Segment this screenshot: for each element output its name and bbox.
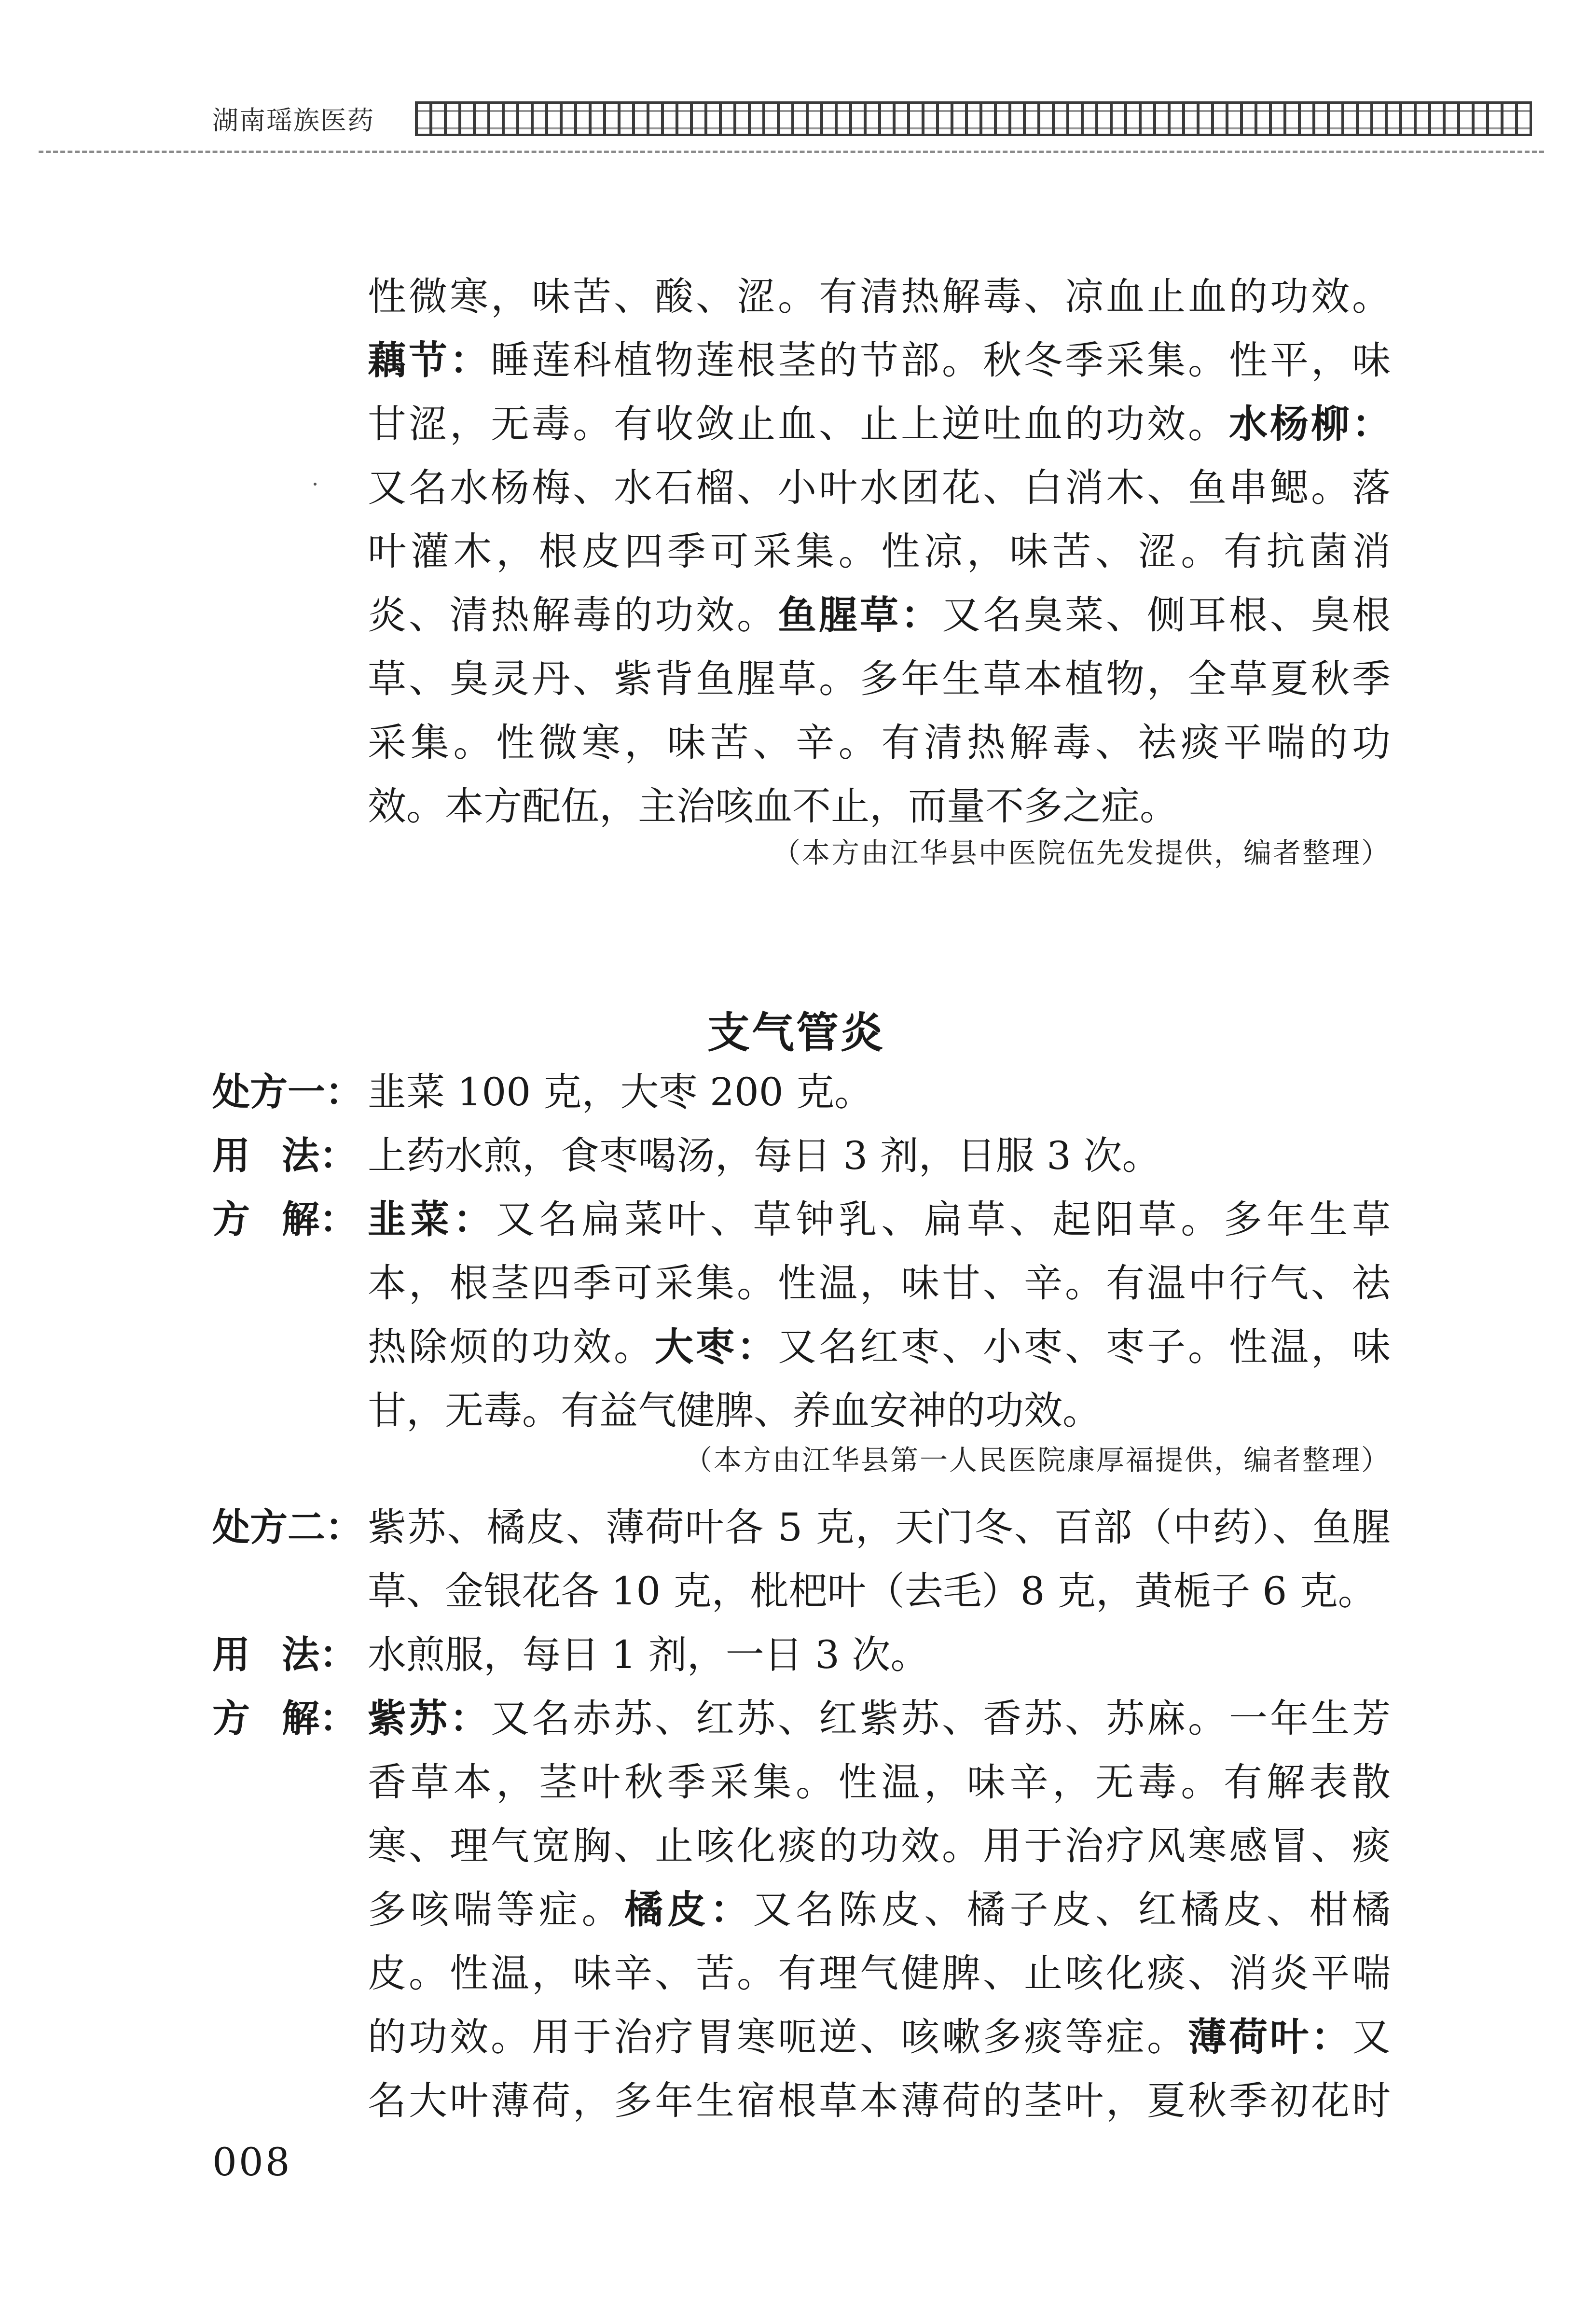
text-run: 采集。性微寒，味苦、辛。有清热解毒、祛痰平喘的功 — [368, 720, 1391, 765]
text-run: 睡莲科植物莲根茎的节部。秋冬季采集。性平，味 — [491, 338, 1391, 383]
text-run: 草、臭灵丹、紫背鱼腥草。多年生草本植物，全草夏秋季 — [368, 656, 1391, 701]
usage-label-part: 法： — [281, 1134, 357, 1178]
text-run: 又 — [1352, 2015, 1391, 2060]
text-line — [368, 1257, 1391, 1310]
text-run: 甘涩，无毒。有收敛止血、止上逆吐血的功效。 — [368, 402, 1229, 446]
text-line — [368, 589, 1391, 642]
usage-label-part: 用 — [212, 1633, 250, 1677]
text-line — [368, 653, 1391, 706]
book-title: 湖南瑶族医药 — [212, 105, 374, 136]
text-line — [368, 2011, 1391, 2064]
text-line — [368, 1565, 1391, 1618]
herb-name: 大枣： — [655, 1324, 778, 1369]
text-run: 炎、清热解毒的功效。 — [368, 593, 778, 638]
text-run: 性微寒，味苦、酸、涩。有清热解毒、凉血止血的功效。 — [368, 274, 1391, 319]
margin-speck — [314, 483, 317, 486]
text-line — [368, 1384, 1391, 1437]
text-line — [368, 2074, 1391, 2128]
rx-label: 处方二： — [212, 1506, 363, 1549]
usage-label — [212, 1129, 357, 1183]
text-line — [368, 398, 1391, 451]
text-line — [368, 1193, 1391, 1246]
usage-label-part: 用 — [212, 1134, 250, 1178]
text-run: 草、金银花各 10 克，枇杷叶（去毛）8 克，黄栀子 6 克。 — [368, 1569, 1377, 1614]
text-run: 又名赤苏、红苏、红紫苏、香苏、苏麻。一年生芳 — [491, 1696, 1391, 1741]
text-run: 多咳喘等症。 — [368, 1887, 625, 1932]
section-title: 支气管炎 — [707, 1008, 885, 1058]
explain-label-part: 解： — [281, 1198, 357, 1241]
text-run: 皮。性温，味辛、苦。有理气健脾、止咳化痰、消炎平喘 — [368, 1951, 1391, 1996]
ornamental-border — [415, 101, 1532, 136]
usage-text: 上药水煎，食枣喝汤，每日 3 剂，日服 3 次。 — [368, 1133, 1161, 1178]
explain-label-part: 方 — [212, 1198, 250, 1241]
explain-label-part: 方 — [212, 1697, 250, 1740]
text-line — [368, 1501, 1391, 1554]
herb-name: 藕节： — [368, 338, 491, 383]
header-rule — [39, 151, 1544, 153]
text-run: 叶灌木，根皮四季可采集。性凉，味苦、涩。有抗菌消 — [368, 529, 1391, 574]
text-line — [368, 1883, 1391, 1936]
herb-name: 薄荷叶： — [1188, 2015, 1352, 2060]
text-run: 香草本，茎叶秋季采集。性温，味辛，无毒。有解表散 — [368, 1760, 1391, 1805]
herb-name: 紫苏： — [368, 1696, 491, 1741]
explain-label — [212, 1692, 357, 1745]
text-run: 寒、理气宽胸、止咳化痰的功效。用于治疗风寒感冒、痰 — [368, 1823, 1391, 1868]
usage-label — [212, 1628, 357, 1682]
text-line — [368, 461, 1391, 515]
usage-label-part: 法： — [281, 1633, 357, 1677]
text-line — [368, 1756, 1391, 1809]
text-line — [368, 1692, 1391, 1745]
rx-ingredients: 韭菜 100 克，大枣 200 克。 — [368, 1070, 873, 1114]
herb-name: 橘皮： — [624, 1887, 753, 1932]
text-run: 又名扁菜叶、草钟乳、扁草、起阳草。多年生草 — [496, 1197, 1391, 1242]
text-run: 名大叶薄荷，多年生宿根草本薄荷的茎叶，夏秋季初花时 — [368, 2078, 1391, 2123]
rx-label: 处方一： — [212, 1071, 363, 1114]
page-number: 008 — [212, 2140, 292, 2185]
text-run: 又名臭菜、侧耳根、臭根 — [942, 593, 1391, 638]
text-run: 效。本方配伍，主治咳血不止，而量不多之症。 — [368, 784, 1178, 829]
text-run: 热除烦的功效。 — [368, 1324, 655, 1369]
herb-name: 水杨柳： — [1229, 402, 1391, 446]
text-run: 又名红枣、小枣、枣子。性温，味 — [778, 1324, 1391, 1369]
source-credit: （本方由江华县中医院伍先发提供，编者整理） — [772, 836, 1391, 869]
text-run: 的功效。用于治疗胃寒呃逆、咳嗽多痰等症。 — [368, 2015, 1188, 2060]
source-credit: （本方由江华县第一人民医院康厚福提供，编者整理） — [684, 1444, 1391, 1476]
text-line — [368, 270, 1391, 323]
text-run: 甘，无毒。有益气健脾、养血安神的功效。 — [368, 1388, 1101, 1433]
text-run: 又名水杨梅、水石榴、小叶水团花、白消木、鱼串鳃。落 — [368, 465, 1391, 510]
text-line — [368, 334, 1391, 387]
text-line — [368, 525, 1391, 578]
text-run: 紫苏、橘皮、薄荷叶各 5 克，天门冬、百部（中药）、鱼腥 — [368, 1505, 1391, 1550]
text-line — [368, 716, 1391, 769]
usage-text: 水煎服，每日 1 剂，一日 3 次。 — [368, 1632, 929, 1677]
text-line — [368, 1820, 1391, 1873]
text-line — [368, 1321, 1391, 1374]
herb-name: 鱼腥草： — [778, 593, 942, 638]
text-line — [368, 1947, 1391, 2000]
herb-name: 韭菜： — [368, 1197, 496, 1242]
text-run: 又名陈皮、橘子皮、红橘皮、柑橘 — [753, 1887, 1391, 1932]
explain-label — [212, 1193, 357, 1246]
text-run: 本，根茎四季可采集。性温，味甘、辛。有温中行气、祛 — [368, 1261, 1391, 1306]
text-line — [368, 780, 1391, 833]
explain-label-part: 解： — [281, 1697, 357, 1740]
